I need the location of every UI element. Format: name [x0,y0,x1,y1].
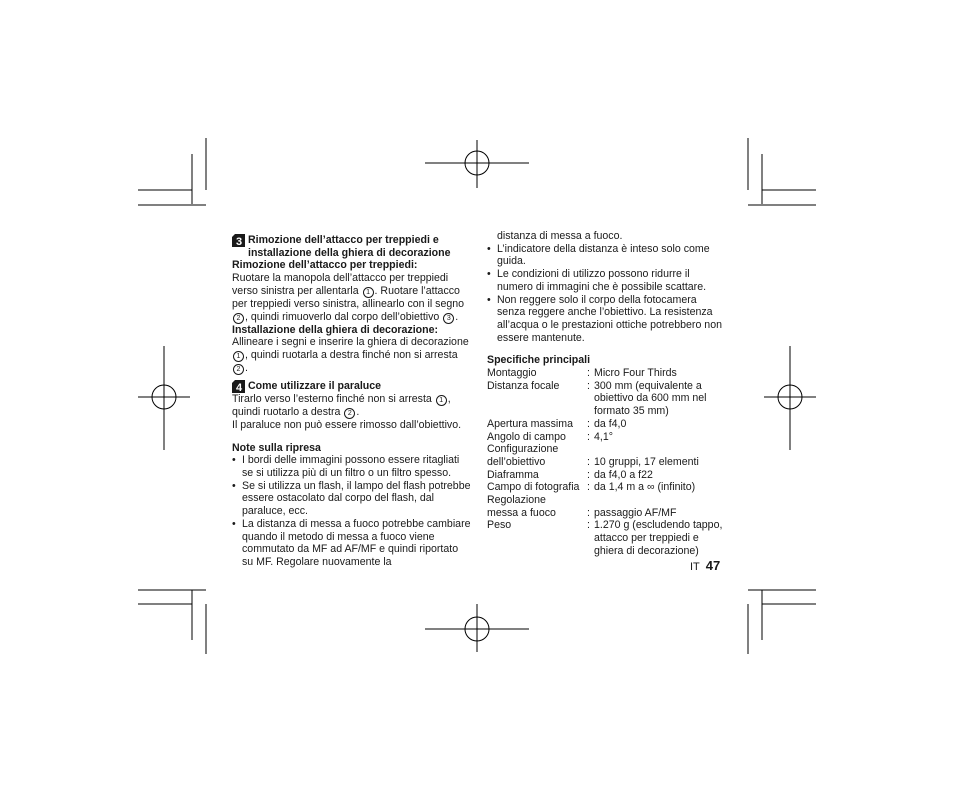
section-3-title-line1: Rimozione dell’attacco per treppiedi e [248,234,439,246]
lens-hood-note: Il paraluce non può essere rimosso dall’obiettivo. [232,418,462,431]
callout-1-icon: 1 [233,351,244,362]
page-number [690,558,720,573]
callout-1-icon: 1 [363,287,374,298]
section-4-title: Come utilizzare il paraluce [248,379,382,392]
section-3-heading [232,234,472,259]
table-row: Diaframma : da f4,0 a f22 [487,468,653,481]
lens-hood-text: Tirarlo verso l’esterno finché non si arresta 1 , quindi ruotarlo a destra 2 . [232,392,451,418]
list-item: • Se si utilizza un flash, il lampo del flash potrebbe essere ostacolato dal corpo del flash, dal paraluce, ecc. [232,480,472,518]
list-item: • L’indicatore della distanza è inteso solo come guida. [487,243,727,268]
ring-install-text: Allineare i segni e inserire la ghiera di decorazione 1 , quindi ruotarla a destra finché non si arresta 2 . [232,336,469,374]
registration-mark-right [764,346,816,450]
registration-mark-top [425,140,529,188]
callout-1-icon: 1 [436,395,447,406]
right-column [487,230,727,558]
page-language: IT [690,561,700,573]
callout-2-icon: 2 [233,364,244,375]
section-3-title-line2: installazione della ghiera di decorazione [248,246,451,259]
specs-table [487,367,727,558]
list-item: • Non reggere solo il corpo della fotocamera senza reggere anche l’obiettivo. La resistenza all’acqua o le prestazioni ottiche potrebbero non essere mantenute. [487,294,727,345]
callout-2-icon: 2 [344,408,355,419]
table-row: Distanza focale : 300 mm (equivalente a obiettivo da 600 mm nel formato 35 mm) [487,379,707,418]
page-number-value: 47 [705,558,721,573]
table-row: Apertura massima : da f4,0 [487,417,627,430]
step-3-icon [232,234,245,247]
note-continuation: distanza di messa a fuoco. [497,230,623,242]
specs-title: Specifiche principali [487,354,591,367]
registration-mark-bottom [425,604,529,652]
section-4-heading [232,380,472,393]
table-row: Configurazione [487,443,559,456]
table-row: dell’obiettivo : 10 gruppi, 17 elementi [487,455,699,468]
list-item: • Le condizioni di utilizzo possono ridurre il numero di immagini che è possibile scattare. [487,268,727,293]
subheading-ring-install: Installazione della ghiera di decorazione: [232,323,439,336]
svg-text:3: 3 [235,236,243,247]
table-row: messa a fuoco : passaggio AF/MF [487,506,677,519]
table-row: Angolo di campo : 4,1° [487,430,613,443]
list-item: • La distanza di messa a fuoco potrebbe cambiare quando il metodo di messa a fuoco viene commutato da MF ad AF/MF e quindi riportato su MF. Regolare nuovamente la [232,518,472,569]
left-column [232,234,472,569]
table-row: Peso : 1.270 g (escludendo tappo, attacco per treppiedi e ghiera di decorazione) [487,519,723,557]
svg-text:4: 4 [235,381,243,393]
notes-list [232,454,472,568]
registration-mark-left [138,346,190,450]
callout-2-icon: 2 [233,313,244,324]
step-4-icon [232,380,245,393]
list-item: • I bordi delle immagini possono essere ritagliati se si utilizza più di un filtro o un filtro spesso. [232,454,472,479]
notes-list-continued [487,243,727,345]
table-row: Montaggio : Micro Four Thirds [487,367,677,380]
callout-3-icon: 3 [443,313,454,324]
subheading-tripod-removal: Rimozione dell’attacco per treppiedi: [232,259,418,272]
notes-title: Note sulla ripresa [232,441,321,454]
tripod-removal-text: Ruotare la manopola dell’attacco per treppiedi verso sinistra per allentarla 1 . Ruotare l’attacco per treppiedi verso sinistra, allinearlo con il segno 2 , quindi rimuoverlo dal corpo dell’obiettivo 3 . [232,272,465,323]
table-row: Campo di fotografia : da 1,4 m a ∞ (infinito) [487,481,696,494]
table-row: Regolazione [487,494,546,507]
